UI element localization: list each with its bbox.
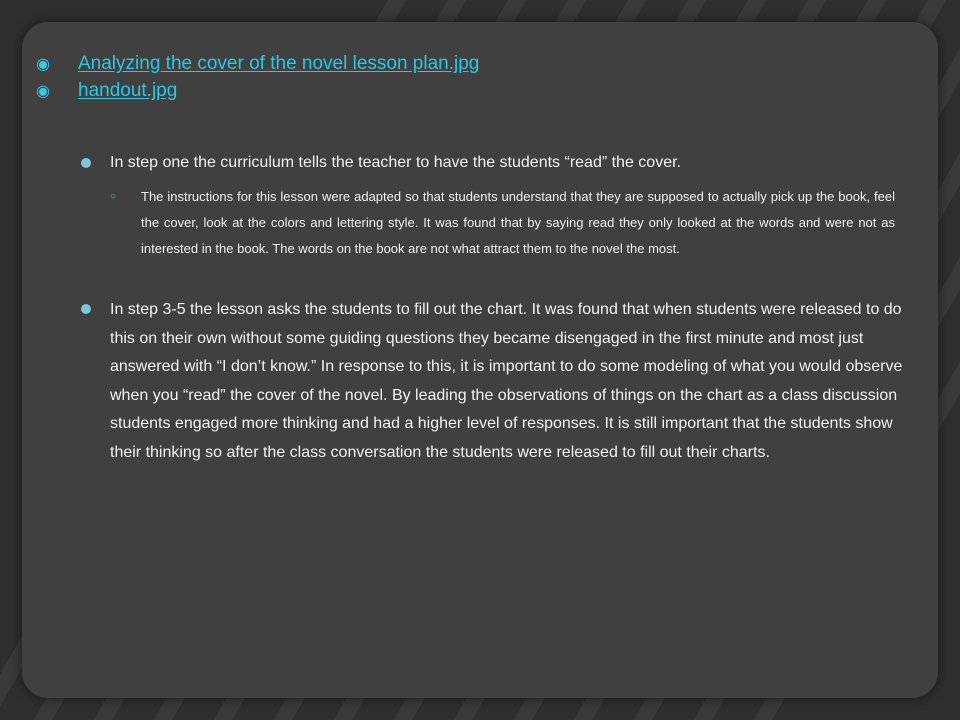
attachment-links (36, 50, 916, 104)
link-item-handout (36, 77, 916, 104)
bullet-dot-icon (78, 150, 110, 176)
lesson-plan-link[interactable]: Analyzing the cover of the novel lesson plan.jpg (78, 52, 480, 74)
sub-bullet-text: The instructions for this lesson were adapted so that students understand that they are supposed to actually pick up the book, feel the cover, look at the colors and lettering style. It was found that by saying read they only looked at the words and were not as interested in the book. The words on the book are not what attract them to the novel the most. (141, 189, 895, 256)
bullet-item-step-three-five (78, 296, 928, 467)
radio-bullet-icon: ◉ (36, 53, 50, 73)
link-item-lesson-plan (36, 50, 916, 77)
radio-bullet-icon: ◉ (36, 80, 50, 100)
ring-bullet-icon: ○ (110, 191, 117, 202)
bullet-text: In step one the curriculum tells the teacher to have the students “read” the cover. (110, 154, 681, 171)
sub-bullet-item (110, 184, 895, 262)
bullet-text: In step 3-5 the lesson asks the students to fill out the chart. It was found that when students were released to do this on their own without some guiding questions they became disengaged in the first minute and most just answered with “I don’t know.” In response to this, it is important to do some modeling of what you would observe when you “read” the cover of the novel. By leading the observations of things on the chart as a class discussion students engaged more thinking and had a higher level of responses. It is still important that the students show their thinking so after the class conversation the students were released to fill out their charts. (110, 301, 903, 461)
slide-body (78, 150, 928, 467)
handout-link[interactable]: handout.jpg (78, 79, 178, 101)
bullet-dot-icon (78, 296, 110, 322)
bullet-item-step-one (78, 150, 928, 176)
